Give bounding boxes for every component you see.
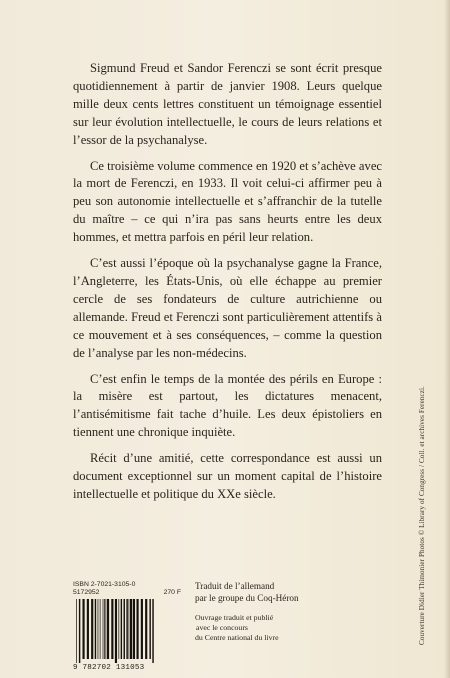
barcode-bar <box>103 599 104 659</box>
barcode-bar <box>149 599 150 659</box>
reference-number: 5172952 <box>73 589 100 596</box>
support-line-3: du Centre national du livre <box>195 633 279 643</box>
barcode-bar <box>115 599 117 663</box>
blurb-paragraph-5: Récit d’une amitié, cette correspondance est aussi un document exceptionnel sur un moment capital de l’histoire intellectuelle et politique du XXe siècle. <box>73 451 382 501</box>
barcode-bar <box>87 599 89 659</box>
blurb-paragraph-4: C’est enfin le temps de la montée des périls en Europe : la misère est partout, les dictatures menacent, l’antisémitisme fait tache d’huile. Les deux épistoliers en tiennent une chronique inquiète. <box>73 371 382 440</box>
barcode-bar <box>124 599 125 659</box>
barcode-digits: 9 782702 131053 <box>73 664 145 672</box>
barcode-bar <box>133 599 135 659</box>
barcode-bar <box>91 599 93 659</box>
barcode-bar <box>145 599 147 659</box>
barcode-block <box>73 581 181 672</box>
barcode-bar <box>121 599 122 659</box>
support-line-2: avec le concours <box>196 623 248 633</box>
barcode-bar <box>76 599 77 663</box>
barcode-bar <box>130 599 132 659</box>
barcode-bar <box>104 599 105 659</box>
barcode-bar <box>141 599 143 659</box>
ref-price-line <box>73 589 181 597</box>
isbn-number: ISBN 2-7021-3105-0 <box>73 581 136 588</box>
translation-line-2: par le groupe du Coq-Héron <box>195 592 299 603</box>
barcode-image <box>73 599 181 663</box>
blurb-paragraph-3: C’est aussi l’époque où la psychanalyse gagne la France, l’Angleterre, les États-Unis, où elle échappe au premier cercle de ses fondateurs de culture autrichienne ou allemande. Freud et Ferenczi sont particulièrement attentifs à ce mouvement et à ses conséquences, – comme la question de l’analyse par les non-médecins. <box>73 256 382 360</box>
translation-credit <box>195 581 299 604</box>
barcode-bar <box>152 599 153 663</box>
barcode-bar <box>126 599 127 659</box>
blurb-paragraph-2: Ce troisième volume commence en 1920 et s’achève avec la mort de Ferenczi, en 1933. Il voit celui-ci affirmer peu à peu son autonomie intellectuelle et s’affranchir de la tutelle du maître – ce qui n’ira pas sans heurts entre les deux hommes, et mettra parfois en péril leur relation. <box>73 158 382 245</box>
price: 270 F <box>163 589 181 596</box>
support-line-1: Ouvrage traduit et publié <box>195 613 274 622</box>
publication-support <box>195 613 279 644</box>
barcode-bar <box>98 599 99 659</box>
barcode-bar <box>100 599 101 659</box>
photo-credit-vertical: Couverture Didier Thimonier Photos © Library of Congress / Coll. et archives Ferenczi. <box>418 386 426 645</box>
blurb-paragraph-1: Sigmund Freud et Sandor Ferenczi se sont écrit presque quotidiennement à partir de janvier 1908. Leurs quelque mille deux cents lettres constituent un témoignage essentiel sur leur évolution intellectuelle, le cours de leurs relations et l’essor de la psychanalyse. <box>73 61 382 147</box>
isbn-line <box>73 581 181 589</box>
barcode-bar <box>111 599 113 659</box>
translation-line-1: Traduit de l’allemand <box>195 581 275 591</box>
page-edge-shadow <box>444 0 450 678</box>
barcode-bar <box>106 599 107 659</box>
barcode-bar <box>82 599 84 659</box>
barcode-bar <box>129 599 130 659</box>
barcode-bar <box>79 599 80 663</box>
barcode-bar <box>136 599 138 659</box>
blurb-text <box>73 60 382 512</box>
barcode-bar <box>95 599 96 659</box>
barcode-bar <box>107 599 109 659</box>
barcode-bar <box>118 599 119 659</box>
